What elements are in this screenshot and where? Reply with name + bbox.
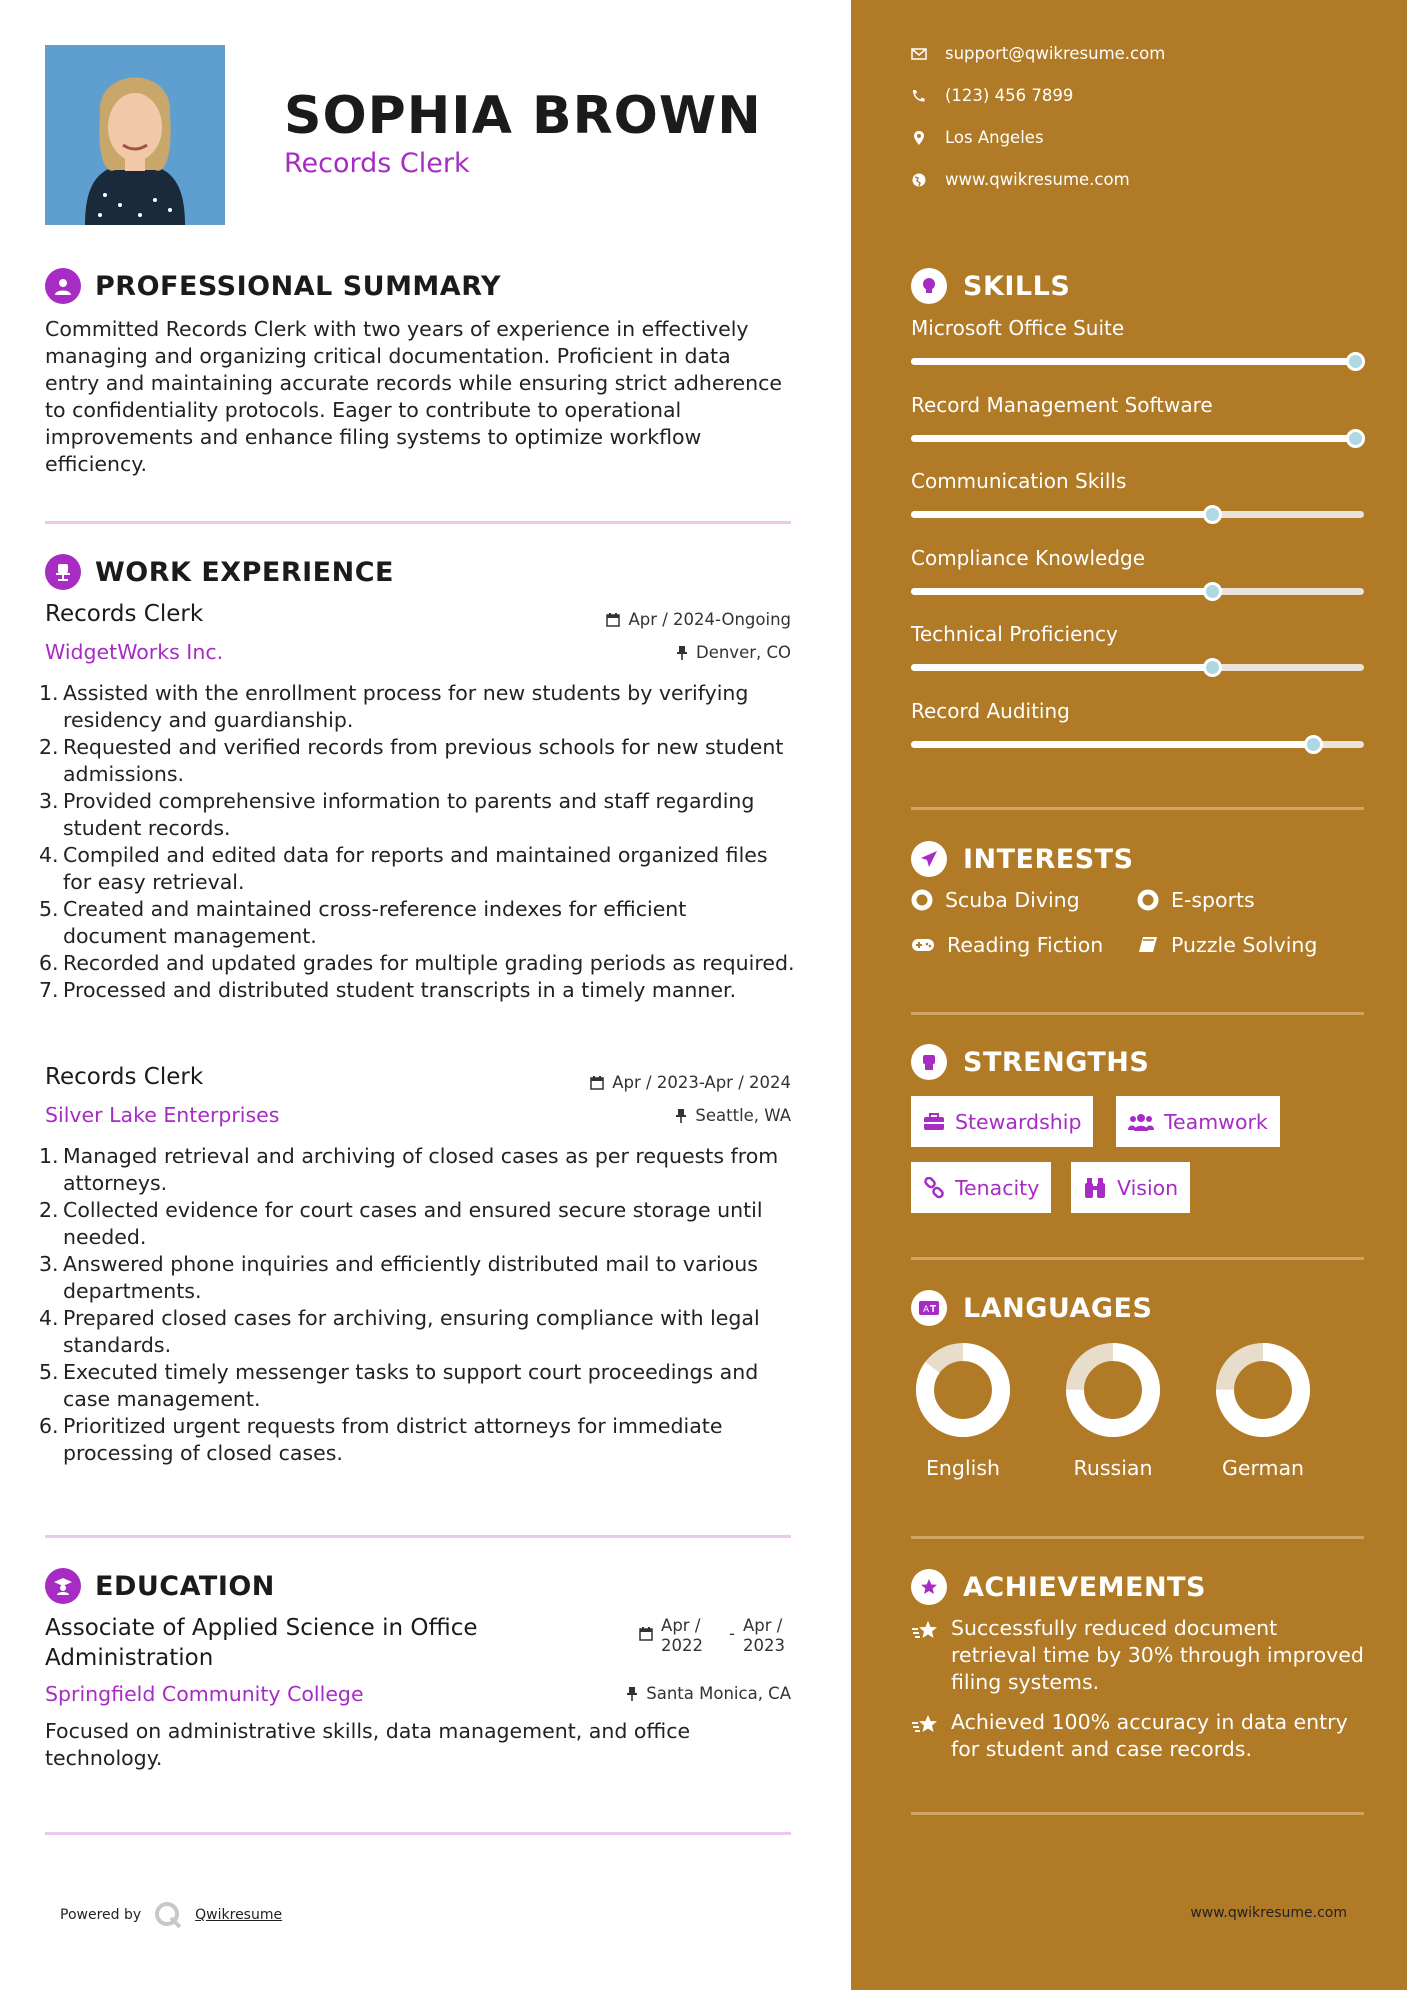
briefcase-icon: [923, 1113, 945, 1131]
experience-title: WORK EXPERIENCE: [95, 556, 394, 588]
summary-heading: [45, 268, 501, 304]
skill-bar-fill: [911, 358, 1364, 365]
skill-label: Communication Skills: [911, 469, 1127, 493]
phone-icon: [911, 89, 927, 103]
job-company: Silver Lake Enterprises: [45, 1103, 280, 1127]
languages-title: LANGUAGES: [963, 1292, 1153, 1324]
job-duties: [45, 1143, 795, 1467]
powered-by: [60, 1900, 282, 1930]
profile-photo: [45, 45, 225, 225]
summary-text: Committed Records Clerk with two years of experience in effectively managing and organizing critical documentation. Proficient in data entry and maintaining accurate records while ensuring strict adherence to confidentiality protocols. Eager to contribute to operational improvements and enhance filing systems to optimize workflow efficiency.: [45, 317, 782, 476]
divider: [911, 1012, 1364, 1015]
divider: [45, 1832, 791, 1835]
strengths-title: STRENGTHS: [963, 1046, 1150, 1078]
degree-title: Associate of Applied Science in Office Administration: [45, 1615, 478, 1671]
education-location: [626, 1684, 791, 1703]
lightbulb-icon: [911, 268, 947, 304]
achievements-title: ACHIEVEMENTS: [963, 1571, 1206, 1603]
language-label: Russian: [1073, 1456, 1153, 1480]
achievement-item: [911, 1615, 1364, 1696]
gamepad-icon: [911, 937, 935, 953]
qwikresume-logo-icon: [153, 1900, 183, 1930]
duty-item: Compiled and edited data for reports and maintained organized files for easy retrieval.: [63, 843, 768, 894]
strength-label: Stewardship: [955, 1109, 1082, 1134]
interest-item: [1137, 933, 1317, 957]
duty-item: Assisted with the enrollment process for new students by verifying residency and guardianship.: [63, 681, 749, 732]
shooting-star-icon: [911, 1619, 939, 1641]
skill-label: Record Auditing: [911, 698, 1070, 723]
strength-chip: [1071, 1162, 1190, 1213]
education-description: Focused on administrative skills, data management, and office technology.: [45, 1719, 691, 1770]
sidebar: [851, 0, 1407, 1990]
candidate-title: Records Clerk: [284, 148, 470, 179]
fist-icon: [911, 1044, 947, 1080]
interest-label: E-sports: [1171, 888, 1255, 912]
interests-heading: [911, 841, 1134, 877]
education-location-text: Santa Monica, CA: [646, 1684, 791, 1703]
map-marker-icon: [911, 130, 927, 146]
skill-label: Record Management Software: [911, 392, 1213, 417]
envelope-icon: [911, 48, 927, 60]
contact-location: [911, 128, 1044, 147]
shooting-star-icon: [911, 1713, 939, 1735]
star-badge-icon: [911, 1569, 947, 1605]
interest-item: [911, 888, 1080, 912]
link-icon: [923, 1177, 945, 1199]
language-item: [1053, 1340, 1173, 1480]
language-ring: [913, 1340, 1013, 1440]
calendar-icon: [639, 1626, 653, 1641]
achievement-item: [911, 1709, 1364, 1763]
job-location-text: Seattle, WA: [695, 1106, 791, 1125]
job-location: [676, 643, 791, 662]
interest-item: [1137, 888, 1255, 912]
user-icon: [45, 268, 81, 304]
job-title: Records Clerk: [45, 601, 204, 627]
skill-bar-knob: [1346, 429, 1365, 448]
skill-label: Technical Proficiency: [911, 622, 1118, 646]
qwikresume-link[interactable]: Qwikresume: [195, 1907, 283, 1923]
divider: [45, 521, 791, 524]
job-dates-text: Apr / 2023-Apr / 2024: [612, 1073, 791, 1092]
languages-heading: [911, 1290, 1152, 1326]
duty-item: Managed retrieval and archiving of closed cases as per requests from attorneys.: [63, 1144, 779, 1195]
interest-label: Reading Fiction: [947, 933, 1104, 957]
skill-bar-knob: [1203, 505, 1222, 524]
office-chair-icon: [45, 554, 81, 590]
powered-by-label: Powered by: [60, 1907, 142, 1923]
skill-bar-fill: [911, 435, 1364, 442]
school-name: Springfield Community College: [45, 1682, 364, 1706]
duty-item: Requested and verified records from previous schools for new student admissions.: [63, 735, 784, 786]
duty-item: Created and maintained cross-reference indexes for efficient document management.: [63, 897, 687, 948]
duty-item: Prepared closed cases for archiving, ensuring compliance with legal standards.: [63, 1306, 760, 1357]
job-company: WidgetWorks Inc.: [45, 640, 224, 664]
paper-plane-icon: [911, 841, 947, 877]
language-item: [1203, 1340, 1323, 1480]
interest-label: Puzzle Solving: [1171, 933, 1318, 957]
language-ring: [1063, 1340, 1163, 1440]
skills-heading: [911, 268, 1070, 304]
skill-bar-fill: [911, 511, 1213, 518]
achievements-heading: [911, 1569, 1206, 1605]
skill-bar: [911, 588, 1364, 595]
skill-bar: [911, 741, 1364, 748]
education-heading: [45, 1568, 275, 1604]
strength-label: Teamwork: [1164, 1109, 1268, 1134]
duty-item: Processed and distributed student transcripts in a timely manner.: [63, 978, 737, 1002]
interest-label: Scuba Diving: [945, 888, 1080, 912]
strength-label: Tenacity: [955, 1175, 1040, 1200]
pushpin-icon: [626, 1686, 638, 1701]
language-label: German: [1221, 1456, 1305, 1480]
duty-item: Executed timely messenger tasks to support court proceedings and case management.: [63, 1360, 759, 1411]
skill-bar: [911, 511, 1364, 518]
contact-email-text: support@qwikresume.com: [945, 44, 1166, 63]
divider: [911, 1536, 1364, 1539]
education-end: Apr / 2023: [743, 1616, 785, 1655]
contact-phone-text: (123) 456 7899: [945, 86, 1074, 105]
candidate-name: SOPHIA BROWN: [284, 86, 762, 146]
job-title: Records Clerk: [45, 1064, 204, 1090]
divider: [911, 807, 1364, 810]
skill-bar-knob: [1346, 352, 1365, 371]
interests-title: INTERESTS: [963, 843, 1134, 875]
skill-bar-fill: [911, 664, 1213, 671]
life-ring-icon: [1137, 889, 1159, 911]
education-start: Apr / 2022: [661, 1616, 704, 1655]
strength-chip: [911, 1162, 1051, 1213]
education-title: EDUCATION: [95, 1570, 275, 1602]
skill-bar-knob: [1304, 735, 1323, 754]
pushpin-icon: [676, 645, 688, 660]
job-location: [675, 1106, 791, 1125]
globe-icon: [911, 172, 927, 188]
duty-item: Prioritized urgent requests from district attorneys for immediate processing of closed cases.: [63, 1414, 723, 1465]
strength-chip: [911, 1096, 1093, 1147]
language-ring: [1213, 1340, 1313, 1440]
users-icon: [1128, 1112, 1154, 1132]
translate-icon: [911, 1290, 947, 1326]
divider: [911, 1812, 1364, 1815]
job-dates-text: Apr / 2024-Ongoing: [628, 610, 791, 629]
calendar-icon: [590, 1075, 604, 1090]
skill-bar-fill: [911, 588, 1213, 595]
education-date-separator: -: [729, 1624, 735, 1643]
footer-website[interactable]: www.qwikresume.com: [1190, 1905, 1347, 1921]
contact-location-text: Los Angeles: [945, 128, 1044, 147]
experience-heading: [45, 554, 394, 590]
contact-email[interactable]: [911, 44, 1165, 63]
book-icon: [1137, 935, 1159, 955]
strengths-heading: [911, 1044, 1149, 1080]
graduate-icon: [45, 1568, 81, 1604]
calendar-icon: [606, 612, 620, 627]
duty-item: Answered phone inquiries and efficiently distributed mail to various departments.: [63, 1252, 758, 1303]
summary-title: PROFESSIONAL SUMMARY: [95, 270, 502, 302]
language-label: English: [925, 1456, 1001, 1480]
skill-label: Microsoft Office Suite: [911, 316, 1125, 340]
strength-chip: [1116, 1096, 1280, 1147]
interest-item: [911, 933, 1103, 957]
job-dates: [590, 1073, 791, 1092]
skills-title: SKILLS: [963, 270, 1071, 302]
contact-phone[interactable]: [911, 86, 1073, 105]
job-duties: [45, 680, 795, 1004]
life-ring-icon: [911, 889, 933, 911]
skill-label: Compliance Knowledge: [911, 545, 1146, 570]
skill-bar: [911, 435, 1364, 442]
duty-item: Provided comprehensive information to parents and staff regarding student records.: [63, 789, 755, 840]
skill-bar-knob: [1203, 658, 1222, 677]
strength-label: Vision: [1117, 1175, 1179, 1200]
divider: [911, 1257, 1364, 1260]
language-item: [903, 1340, 1023, 1480]
job-location-text: Denver, CO: [695, 643, 791, 662]
duty-item: Collected evidence for court cases and ensured secure storage until needed.: [63, 1198, 763, 1249]
binoculars-icon: [1083, 1177, 1107, 1199]
achievement-text: Achieved 100% accuracy in data entry for student and case records.: [951, 1710, 1348, 1761]
contact-website-text: www.qwikresume.com: [945, 170, 1130, 189]
achievement-text: Successfully reduced document retrieval time by 30% through improved filing systems.: [951, 1616, 1364, 1694]
pushpin-icon: [675, 1108, 687, 1123]
job-dates: [606, 610, 791, 629]
education-dates: [639, 1616, 791, 1656]
contact-website[interactable]: [911, 170, 1130, 189]
skill-bar: [911, 664, 1364, 671]
skill-bar-fill: [911, 741, 1314, 748]
skill-bar-knob: [1203, 582, 1222, 601]
svg-text:A: A: [923, 1305, 930, 1315]
skill-bar: [911, 358, 1364, 365]
divider: [45, 1535, 791, 1538]
duty-item: Recorded and updated grades for multiple grading periods as required.: [63, 951, 795, 975]
